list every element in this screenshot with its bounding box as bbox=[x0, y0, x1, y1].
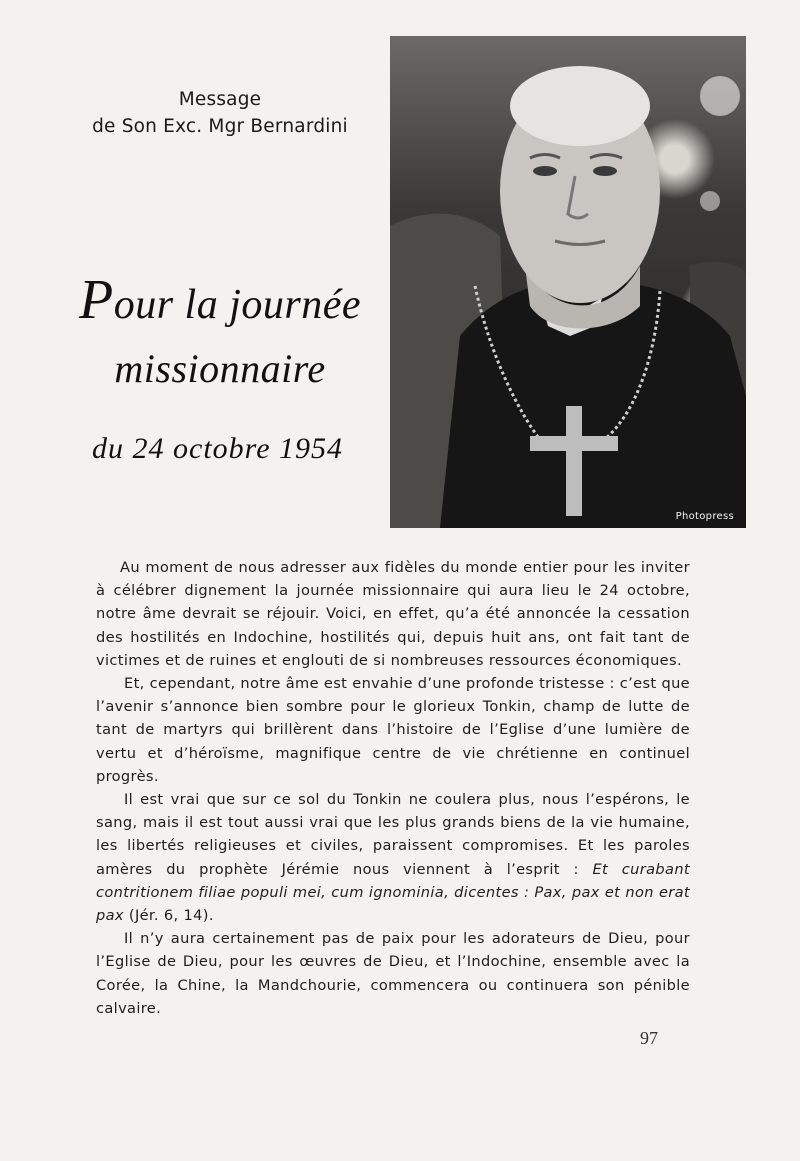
paragraph-1: Au moment de nous adresser aux fidèles du monde entier pour les inviter à célébrer dignement la journée missionnaire qui aura lieu le 24 octobre, notre âme devrait se réjouir. Voici, en effet, qu’a été annoncée la cessation des hostilités en Indochine, hostilités qui, depuis huit ans, ont fait tant de victimes et de ruines et englouti de si nombreuses ressources économiques. bbox=[96, 559, 690, 669]
photo-credit: Photopress bbox=[675, 511, 734, 522]
portrait-photo bbox=[390, 36, 746, 528]
title-line-1-rest: our la journée bbox=[113, 282, 362, 328]
message-label: Message bbox=[178, 89, 262, 110]
portrait-photo-icon bbox=[390, 36, 746, 528]
page-number: 97 bbox=[640, 1028, 658, 1048]
author-line: de Son Exc. Mgr Bernardini bbox=[92, 116, 348, 137]
paragraph-4: Il n’y aura certainement pas de paix pour les adorateurs de Dieu, pour l’Eglise de Dieu, pour les œuvres de Dieu, et l’Indochine, ensemble avec la Corée, la Chine, la Mandchourie, commencera ou continuera son pénible calvaire. bbox=[96, 930, 690, 1017]
title-line-1 bbox=[60, 268, 380, 337]
header-block bbox=[60, 86, 380, 140]
title-initial: P bbox=[78, 269, 114, 331]
latin-quote: Et curabant contritionem filiae populi mei, cum ignominia, dicentes : Pax, pax et non erat pax bbox=[96, 860, 690, 925]
article-body bbox=[96, 556, 690, 1020]
paragraph-2: Et, cependant, notre âme est envahie d’une profonde tristesse : c’est que l’avenir s’annonce bien sombre pour le glorieux Tonkin, champ de lutte de tant de martyrs qui brillèrent dans l’histoire de l’Eglise d’une lumière de vertu et d’héroïsme, magnifique centre de vie chrétienne en continuel progrès. bbox=[96, 675, 691, 785]
paragraph-3-end: (Jér. 6, 14). bbox=[123, 907, 214, 925]
title-line-2: missionnaire bbox=[114, 346, 326, 391]
paragraph-3-start: Il est vrai que sur ce sol du Tonkin ne coulera plus, nous l’espérons, le sang, mais il est tout aussi vrai que les plus grands biens de la vie humaine, les libertés religieuses et civiles, paraissent compromises. Et les paroles amères du prophète Jérémie nous viennent à l’esprit : bbox=[96, 791, 690, 878]
page-title bbox=[60, 268, 380, 401]
paragraph-3 bbox=[96, 788, 690, 927]
title-date: du 24 octobre 1954 bbox=[92, 432, 344, 465]
